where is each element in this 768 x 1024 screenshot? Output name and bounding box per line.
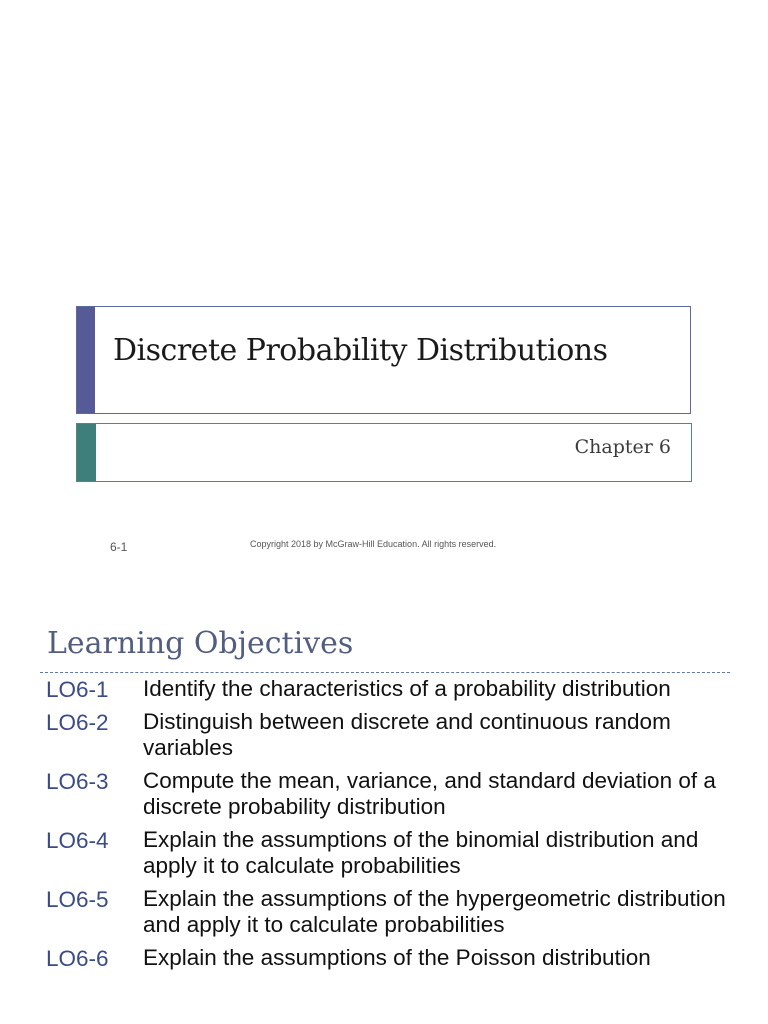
objective-text: Explain the assumptions of the Poisson distribution: [143, 944, 651, 970]
objective-code: LO6-6: [46, 945, 109, 971]
objective-text: Explain the assumptions of the hypergeometric distribution and apply it to calculate probabilities: [143, 885, 726, 937]
objective-text: Explain the assumptions of the binomial distribution and apply it to calculate probabilities: [143, 826, 699, 878]
subtitle-accent-bar: [77, 424, 96, 481]
objective-text: Compute the mean, variance, and standard deviation of a discrete probability distribution: [143, 767, 716, 819]
page-number: 6-1: [110, 540, 128, 554]
objective-code: LO6-1: [46, 677, 109, 702]
title-accent-bar: [77, 307, 95, 413]
objective-item: [0, 768, 768, 821]
copyright-notice: Copyright 2018 by McGraw-Hill Education. All rights reserved.: [250, 539, 497, 549]
objective-code: LO6-3: [46, 768, 109, 794]
chapter-label: Chapter 6: [574, 436, 671, 458]
objective-item: [0, 827, 768, 880]
slide-heading: Learning Objectives: [47, 626, 354, 661]
heading-divider: [40, 672, 730, 673]
objective-text: Identify the characteristics of a probability distribution: [143, 676, 671, 701]
objective-code: LO6-2: [46, 709, 109, 735]
title-box: [76, 306, 691, 414]
objective-code: LO6-4: [46, 827, 109, 853]
objective-item: [0, 886, 768, 939]
subtitle-box: [76, 423, 692, 482]
slide-title: Discrete Probability Distributions: [113, 333, 608, 368]
learning-objectives-slide: [0, 600, 768, 1024]
objective-code: LO6-5: [46, 886, 109, 912]
objective-item: [0, 676, 768, 703]
objective-text: Distinguish between discrete and continuous random variables: [143, 708, 671, 760]
objectives-list: [0, 676, 768, 977]
objective-item: [0, 709, 768, 762]
objective-item: [0, 945, 768, 972]
